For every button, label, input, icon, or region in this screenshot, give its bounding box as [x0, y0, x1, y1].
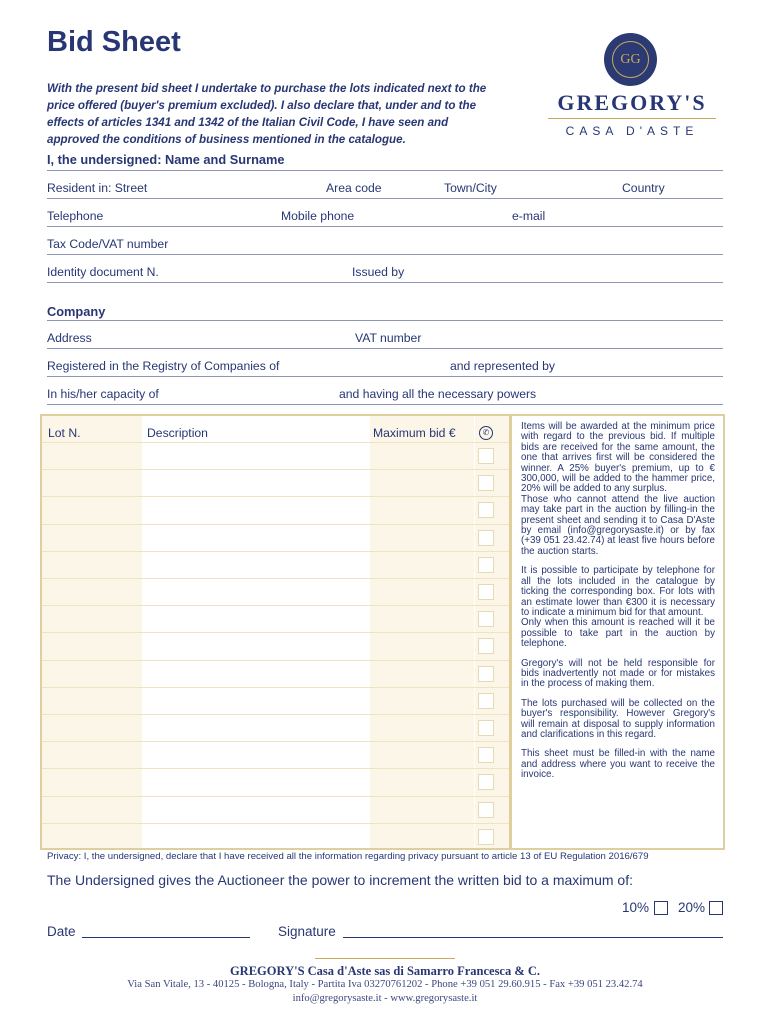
logo-name: GREGORY'S [557, 90, 707, 115]
table-row[interactable] [42, 632, 509, 633]
logo-divider [548, 118, 716, 119]
telephone-bid-checkbox[interactable] [478, 530, 494, 546]
date-label: Date [47, 924, 76, 939]
resident-street-label: Resident in: Street [47, 181, 148, 195]
name-field-line[interactable] [47, 170, 723, 171]
telephone-bid-checkbox[interactable] [478, 448, 494, 464]
identity-field-line[interactable] [47, 282, 723, 283]
powers-label: and having all the necessary powers [339, 387, 537, 401]
telephone-bid-checkbox[interactable] [478, 693, 494, 709]
description-header: Description [147, 426, 208, 440]
increment-statement: The Undersigned gives the Auctioneer the power to increment the written bid to a maximum of: [47, 872, 633, 888]
lot-header: Lot N. [48, 426, 81, 440]
area-code-label: Area code [326, 181, 382, 195]
capacity-label: In his/her capacity of [47, 387, 159, 401]
mobile-label: Mobile phone [281, 209, 355, 223]
telephone-bid-checkbox[interactable] [478, 666, 494, 682]
table-row[interactable] [42, 442, 509, 443]
terms-paragraph: It is possible to participate by telephone for all the lots included in the catalogue by ticking the corresponding box. For lots with an estimate lower than €300 it is necessary to indicate a minimum bid for that amount. Only when this amount is reached will it be possible to take part in the auction by telephone. [521, 565, 715, 650]
telephone-label: Telephone [47, 209, 104, 223]
registry-label: Registered in the Registry of Companies of [47, 359, 280, 373]
tax-code-label: Tax Code/VAT number [47, 237, 169, 251]
issued-by-label: Issued by [352, 265, 405, 279]
table-row[interactable] [42, 796, 509, 797]
telephone-bid-checkbox[interactable] [478, 720, 494, 736]
table-row[interactable] [42, 578, 509, 579]
table-row[interactable] [42, 496, 509, 497]
table-row[interactable] [42, 768, 509, 769]
table-row[interactable] [42, 551, 509, 552]
logo-emblem [604, 33, 657, 86]
table-row[interactable] [42, 823, 509, 824]
table-row[interactable] [42, 469, 509, 470]
telephone-bid-checkbox[interactable] [478, 502, 494, 518]
bid-table [40, 414, 511, 850]
telephone-bid-checkbox[interactable] [478, 774, 494, 790]
footer-address: Via San Vitale, 13 - 40125 - Bologna, Italy - Partita Iva 03270761202 - Phone +39 051 29.60.915 - Fax +39 051 23.42.74 [127, 979, 643, 990]
page-title: Bid Sheet [47, 26, 181, 58]
town-label: Town/City [444, 181, 497, 195]
telephone-bid-checkbox[interactable] [478, 747, 494, 763]
email-label: e-mail [512, 209, 546, 223]
footer-divider [315, 958, 455, 959]
intro-text: With the present bid sheet I undertake to purchase the lots indicated next to the price offered (buyer's premium excluded). I also declare that, under and to the effects of articles 1341 and 1342 of the Italian Civil Code, I have seen and approved the conditions of business mentioned in the catalogue. [47, 82, 487, 146]
max-bid-header: Maximum bid € [373, 426, 456, 440]
vat-label: VAT number [355, 331, 422, 345]
option-20-checkbox[interactable] [709, 901, 723, 915]
telephone-bid-checkbox[interactable] [478, 584, 494, 600]
section-company: Company [47, 304, 106, 319]
option-20-label: 20% [678, 900, 706, 915]
identity-label: Identity document N. [47, 265, 159, 279]
date-field-line[interactable] [82, 937, 250, 938]
tax-field-line[interactable] [47, 254, 723, 255]
footer-contacts: info@gregorysaste.it - www.gregorysaste.it [292, 993, 478, 1004]
table-row[interactable] [42, 660, 509, 661]
option-10-label: 10% [622, 900, 650, 915]
country-label: Country [622, 181, 665, 195]
company-address-label: Address [47, 331, 92, 345]
terms-paragraph: The lots purchased will be collected on the buyer's responsibility. However Gregory's will remain at disposal to supply information and clarifications in this regard. [521, 697, 715, 740]
terms-paragraph: Gregory's will not be held responsible for bids inadvertently not made or for mistakes in the process of making them. [521, 657, 715, 690]
terms-text [512, 416, 723, 781]
company-field-line[interactable] [47, 320, 723, 321]
represented-label: and represented by [450, 359, 556, 373]
telephone-bid-checkbox[interactable] [478, 475, 494, 491]
option-10-checkbox[interactable] [654, 901, 668, 915]
phone-field-line[interactable] [47, 226, 723, 227]
table-row[interactable] [42, 687, 509, 688]
terms-paragraph: This sheet must be filled-in with the name and address where you want to receive the invoice. [521, 748, 715, 781]
signature-field-line[interactable] [343, 937, 723, 938]
telephone-bid-checkbox[interactable] [478, 611, 494, 627]
address-field-line[interactable] [47, 198, 723, 199]
table-row[interactable] [42, 714, 509, 715]
section-name-surname: I, the undersigned: Name and Surname [47, 152, 285, 167]
company-address-line[interactable] [47, 348, 723, 349]
privacy-statement: Privacy: I, the undersigned, declare that I have received all the information regarding privacy pursuant to article 13 of EU Regulation 2016/679 [47, 851, 649, 862]
terms-box [510, 414, 725, 850]
telephone-bid-checkbox[interactable] [478, 802, 494, 818]
telephone-bid-checkbox[interactable] [478, 638, 494, 654]
telephone-bid-checkbox[interactable] [478, 557, 494, 573]
telephone-bid-checkbox[interactable] [478, 829, 494, 845]
table-row[interactable] [42, 524, 509, 525]
table-row[interactable] [42, 741, 509, 742]
signature-label: Signature [278, 924, 336, 939]
logo-subtitle: CASA D'ASTE [565, 124, 699, 138]
terms-paragraph: Items will be awarded at the minimum price with regard to the previous bid. If multiple bids are received for the same amount, the one that arrives first will be considered the winner. A 25% buyer's premium, up to € 300,000, will be added to the hammer price, 20% will be added to any surplus. Those who cannot attend the live auction may take part in the auction by filling-in the present sheet and sending it to Casa D'Aste by email (info@gregorysaste.it) or by fax (+39 051 23.42.74) at least five hours before the auction starts. [521, 421, 715, 557]
table-row[interactable] [42, 605, 509, 606]
telephone-icon: ✆ [479, 426, 493, 440]
footer-company: GREGORY'S Casa d'Aste sas di Samarro Francesca & C. [229, 964, 541, 978]
capacity-field-line[interactable] [47, 404, 723, 405]
logo-monogram: GG [612, 41, 649, 78]
registry-field-line[interactable] [47, 376, 723, 377]
